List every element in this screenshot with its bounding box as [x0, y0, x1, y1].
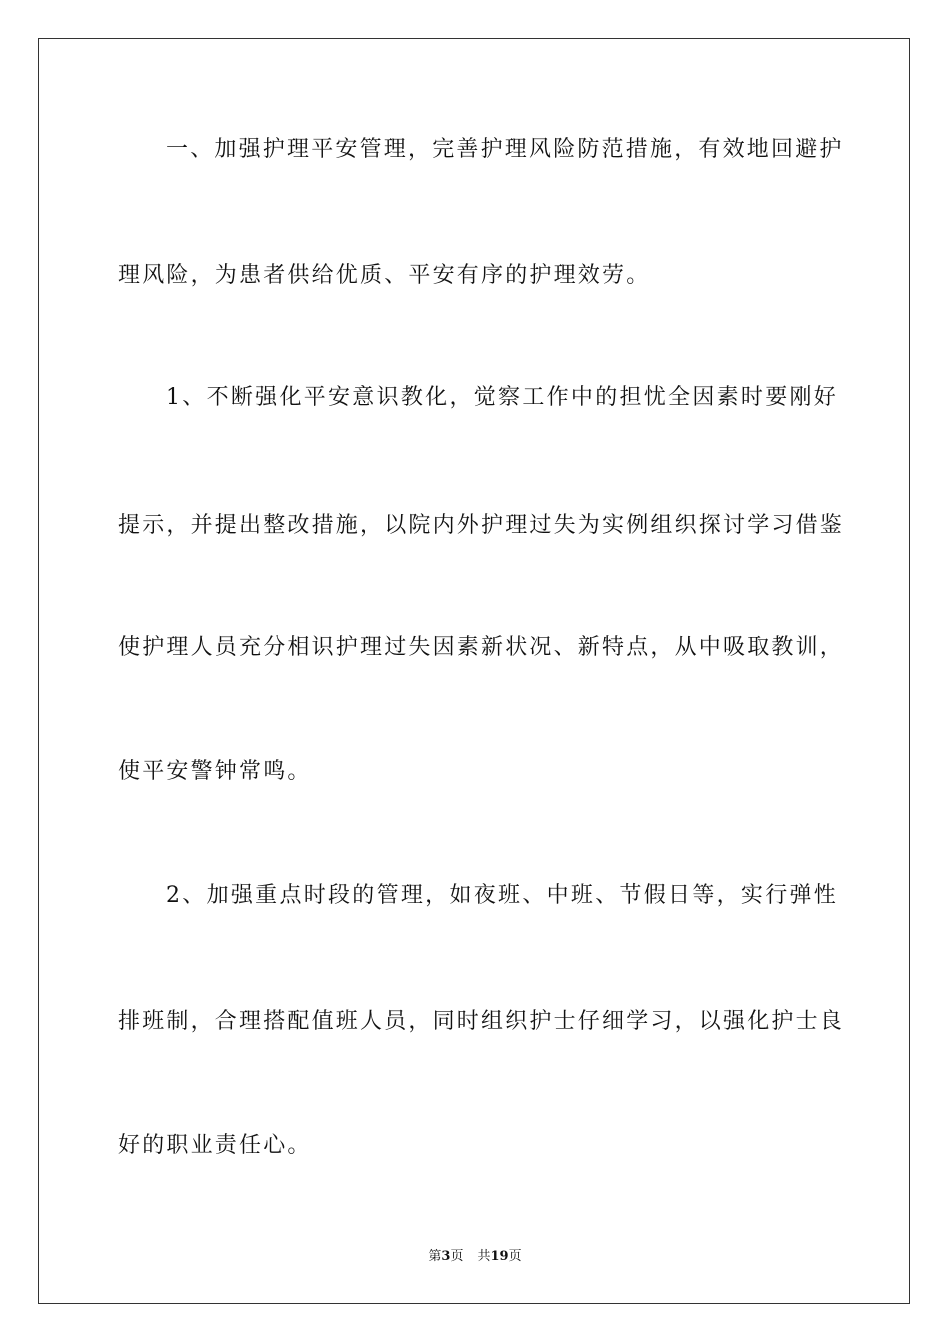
paragraph-line: 排班制，合理搭配值班人员，同时组织护士仔细学习，以强化护士良: [118, 1009, 845, 1034]
total-pages: 19: [490, 1249, 509, 1264]
total-prefix: 共: [477, 1249, 491, 1264]
paragraph-line: 使护理人员充分相识护理过失因素新状况、新特点，从中吸取教训，: [118, 635, 845, 660]
paragraph-line: 1、不断强化平安意识教化，觉察工作中的担忧全因素时要刚好: [166, 385, 838, 410]
paragraph-line: 2、加强重点时段的管理，如夜班、中班、节假日等，实行弹性: [166, 883, 838, 908]
paragraph-line: 理风险，为患者供给优质、平安有序的护理效劳。: [118, 263, 651, 288]
page-border: [38, 38, 910, 1304]
paragraph-line: 提示，并提出整改措施，以院内外护理过失为实例组织探讨学习借鉴: [118, 513, 845, 538]
page-number: 3: [441, 1249, 451, 1264]
page-suffix: 页: [450, 1249, 464, 1264]
paragraph-line: 好的职业责任心。: [118, 1133, 312, 1158]
paragraph-line: 使平安警钟常鸣。: [118, 759, 312, 784]
page-prefix: 第: [428, 1249, 442, 1264]
total-suffix: 页: [508, 1249, 522, 1264]
page-footer: [0, 1248, 950, 1266]
paragraph-line: 一、加强护理平安管理，完善护理风险防范措施，有效地回避护: [166, 137, 844, 162]
